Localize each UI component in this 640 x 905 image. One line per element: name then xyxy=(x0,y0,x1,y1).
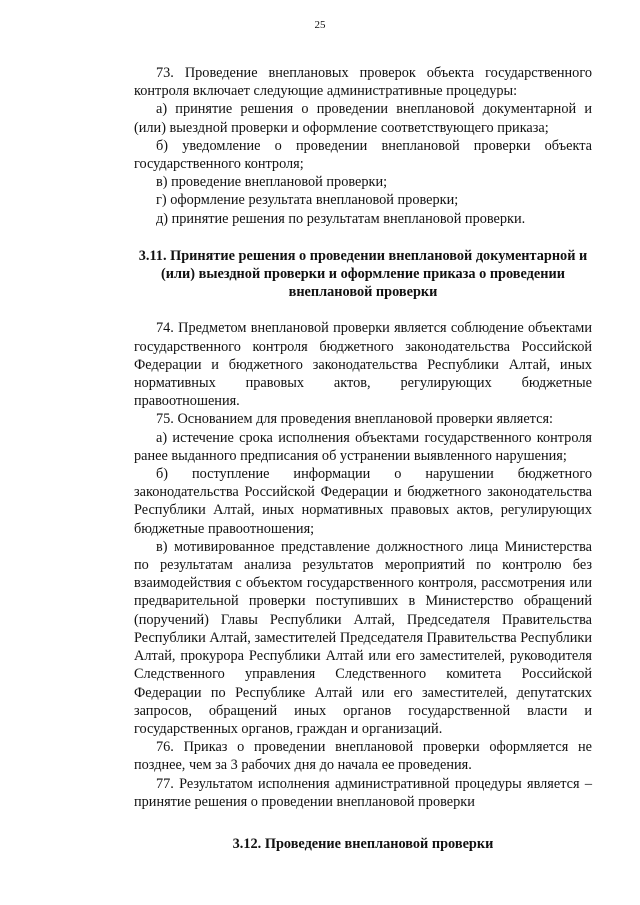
item-73-intro: 73. Проведение внеплановых проверок объекта государственного контроля включает следующие административные процедуры: xyxy=(134,65,592,100)
item-77: 77. Результатом исполнения административной процедуры является – принятие решения о проведении внеплановой проверки xyxy=(134,775,592,810)
item-73-v: в) проведение внеплановой проверки; xyxy=(156,174,388,191)
item-75-a: а) истечение срока исполнения объектами государственного контроля ранее выданного предписания об устранении выявленного нарушения; xyxy=(134,429,592,464)
item-73-b: б) уведомление о проведении внеплановой проверки объекта государственного контроля; xyxy=(134,137,592,173)
spacer xyxy=(134,301,592,319)
item-75-v: в) мотивированное представление должностного лица Министерства по результатам анализа результатов мероприятий по контролю без взаимодействия с объектом государственного контроля, рассмотрения или предварительной проверки поступивших в Министерство обращений (поручений) Главы Республики Алтай, Председателя Правительства Республики Алтай, заместителей Председателя Правительства Республики Алтай, прокурора Республики Алтай или его заместителей, руководителя Следственного управления Следственного комитета Российской Федерации по Республике Алтай или его заместителей, депутатских запросов, обращений иных органов государственной власти и государственных органов, граждан и организаций. xyxy=(134,538,592,737)
spacer xyxy=(134,228,592,247)
document-body xyxy=(134,64,592,853)
spacer xyxy=(134,811,592,835)
item-74: 74. Предметом внеплановой проверки является соблюдение объектами государственного контроля бюджетного законодательства Российской Федерации и бюджетного законодательства Республики Алтай, иных нормативных правовых актов, регулирующих бюджетные правоотношения. xyxy=(134,320,592,410)
section-3-12-heading: 3.12. Проведение внеплановой проверки xyxy=(232,835,494,852)
item-76: 76. Приказ о проведении внеплановой проверки оформляется не позднее, чем за 3 рабочих дня до начала ее проведения. xyxy=(134,739,592,774)
page-number: 25 xyxy=(314,19,326,31)
item-73-g: г) оформление результата внеплановой проверки; xyxy=(156,192,459,209)
item-73-d: д) принятие решения по результатам внеплановой проверки. xyxy=(156,210,526,227)
item-75-intro: 75. Основанием для проведения внеплановой проверки является: xyxy=(156,411,553,428)
section-3-11-heading: 3.11. Принятие решения о проведении внеплановой документарной и (или) выездной проверки и оформление приказа о проведении внеплановой проверки xyxy=(138,247,588,301)
item-73-a: а) принятие решения о проведении внеплановой документарной и (или) выездной проверки и оформление соответствующего приказа; xyxy=(134,101,592,136)
item-75-b: б) поступление информации о нарушении бюджетного законодательства Российской Федерации и бюджетного законодательства Республики Алтай, иных нормативных правовых актов, регулирующих бюджетные правоотношения; xyxy=(134,466,592,537)
